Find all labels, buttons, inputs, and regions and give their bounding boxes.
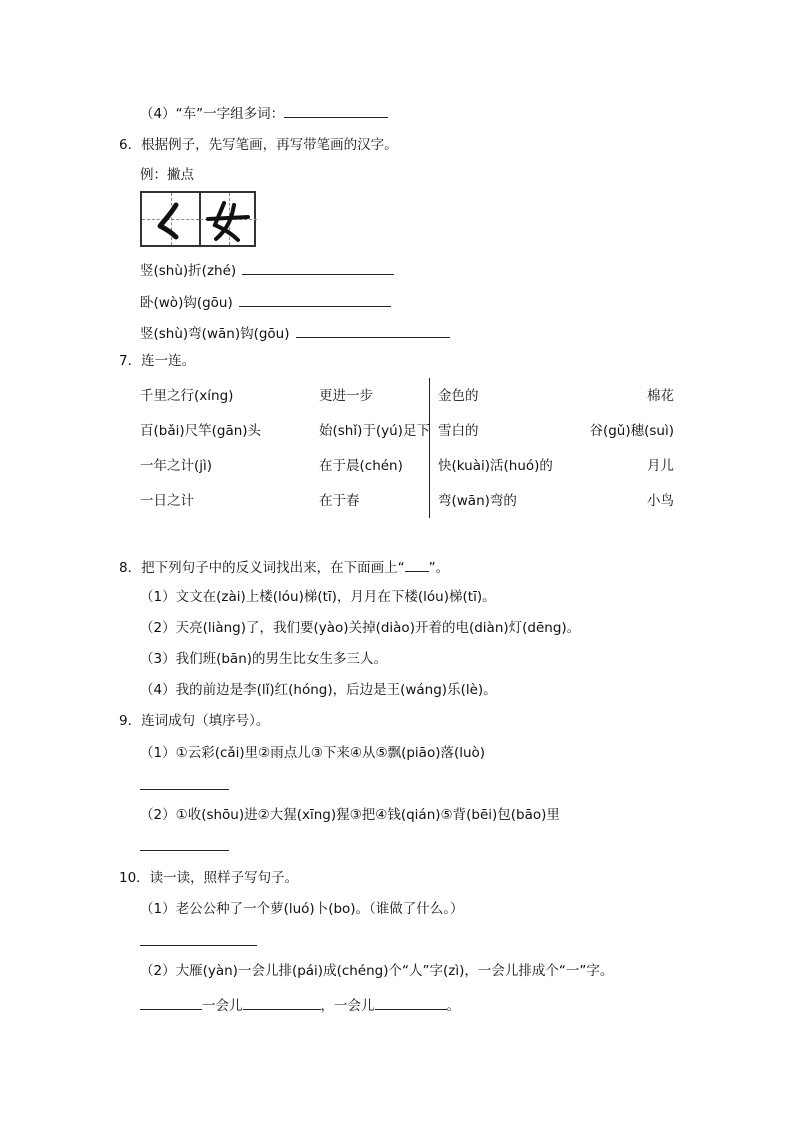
q6-item-2-blank[interactable] [239, 292, 391, 307]
q6-item-2-text: 卧(wò)钩(gōu) [140, 295, 233, 311]
q7-right-left-4[interactable]: 弯(wān)弯的 [438, 493, 517, 509]
q7-right-left-2[interactable]: 雪白的 [438, 423, 479, 439]
q10-pattern-word: 一会儿 [202, 998, 243, 1014]
q5-item4 [140, 103, 388, 123]
q6-item-1-text: 竖(shù)折(zhé) [140, 263, 237, 279]
q7-right-left-3[interactable]: 快(kuài)活(huó)的 [438, 458, 553, 474]
q8-item-4[interactable]: （4）我的前边是李(lǐ)红(hóng)，后边是王(wáng)乐(lè)。 [140, 682, 497, 698]
q8-title [119, 557, 449, 577]
q7-right-right-4[interactable]: 小鸟 [647, 493, 674, 509]
q7-mid-4[interactable]: 在于春 [319, 493, 360, 509]
q7-mid-2[interactable]: 始(shǐ)于(yú)足下 [319, 423, 430, 439]
q10-item-1-answer-line[interactable] [140, 945, 257, 946]
q10-blank-subject[interactable] [140, 995, 202, 1010]
q9-item-1: （1）①云彩(cǎi)里②雨点儿③下来④从⑤飘(piāo)落(luò) [140, 745, 486, 761]
q9-item-2-answer-line[interactable] [140, 850, 229, 851]
q10-item-1: （1）老公公种了一个萝(luó)卜(bo)。（谁做了什么。） [140, 901, 464, 917]
q10-title: 10．读一读，照样子写句子。 [119, 870, 299, 886]
grid-cell-stroke [142, 193, 201, 245]
q7-left-4[interactable]: 一日之计 [140, 493, 194, 509]
q5-item4-text: （4）“车”一字组多词： [140, 106, 285, 122]
q10-pattern-line [140, 995, 460, 1015]
q8-title-end: ”。 [428, 560, 450, 576]
q9-title: 9．连词成句（填序号）。 [119, 713, 270, 729]
q6-item-1-blank[interactable] [242, 260, 394, 275]
q8-title-text: 8．把下列句子中的反义词找出来，在下面画上“ [119, 560, 405, 576]
q6-title: 6．根据例子，先写笔画，再写带笔画的汉字。 [119, 137, 398, 153]
q8-item-3[interactable]: （3）我们班(bān)的男生比女生多三人。 [140, 651, 388, 667]
pie-dian-stroke-icon [142, 193, 199, 245]
grid-cell-character [200, 193, 257, 245]
q7-right-right-3[interactable]: 月儿 [647, 458, 674, 474]
q10-blank-action-2[interactable] [375, 995, 447, 1010]
q5-item4-answer-blank[interactable] [284, 103, 388, 118]
q7-left-2[interactable]: 百(bǎi)尺竿(gān)头 [140, 423, 262, 439]
q10-pattern-end: 。 [446, 998, 460, 1014]
q7-right-left-1[interactable]: 金色的 [438, 388, 479, 404]
q8-title-underline-sample [405, 557, 429, 572]
q10-blank-action-1[interactable] [243, 995, 321, 1010]
q6-item-1 [140, 260, 394, 280]
q6-example-label: 例：撇点 [140, 167, 194, 183]
q6-item-2 [140, 292, 391, 312]
q7-right-right-2[interactable]: 谷(gǔ)穗(suì) [589, 423, 674, 439]
q10-pattern-sep: ，一会儿 [320, 998, 375, 1014]
q7-left-1[interactable]: 千里之行(xíng) [140, 388, 234, 404]
q8-item-2[interactable]: （2）天亮(liàng)了，我们要(yào)关掉(diào)开着的电(diàn)灯(dēng)。 [140, 620, 581, 636]
example-writing-grid [140, 191, 256, 247]
q10-item-2: （2）大雁(yàn)一会儿排(pái)成(chéng)个“人”字(zì)，一会儿排成个“一”字。 [140, 963, 614, 979]
q9-item-2: （2）①收(shōu)进②大猩(xīng)猩③把④钱(qián)⑤背(bēi)包(bāo)里 [140, 807, 560, 823]
q7-right-right-1[interactable]: 棉花 [647, 388, 674, 404]
q7-title: 7．连一连。 [119, 353, 196, 369]
q6-item-3 [140, 323, 450, 343]
nu-character-icon [200, 193, 256, 245]
q9-item-1-answer-line[interactable] [140, 789, 229, 790]
q7-left-3[interactable]: 一年之计(jì) [140, 458, 213, 474]
q8-item-1[interactable]: （1）文文在(zài)上楼(lóu)梯(tī)，月月在下楼(lóu)梯(tī)。 [140, 589, 496, 605]
q6-item-3-text: 竖(shù)弯(wān)钩(gōu) [140, 326, 290, 342]
q7-mid-1[interactable]: 更进一步 [319, 388, 373, 404]
q7-mid-3[interactable]: 在于晨(chén) [319, 458, 403, 474]
q7-column-divider [429, 378, 430, 518]
q6-item-3-blank[interactable] [296, 323, 450, 338]
